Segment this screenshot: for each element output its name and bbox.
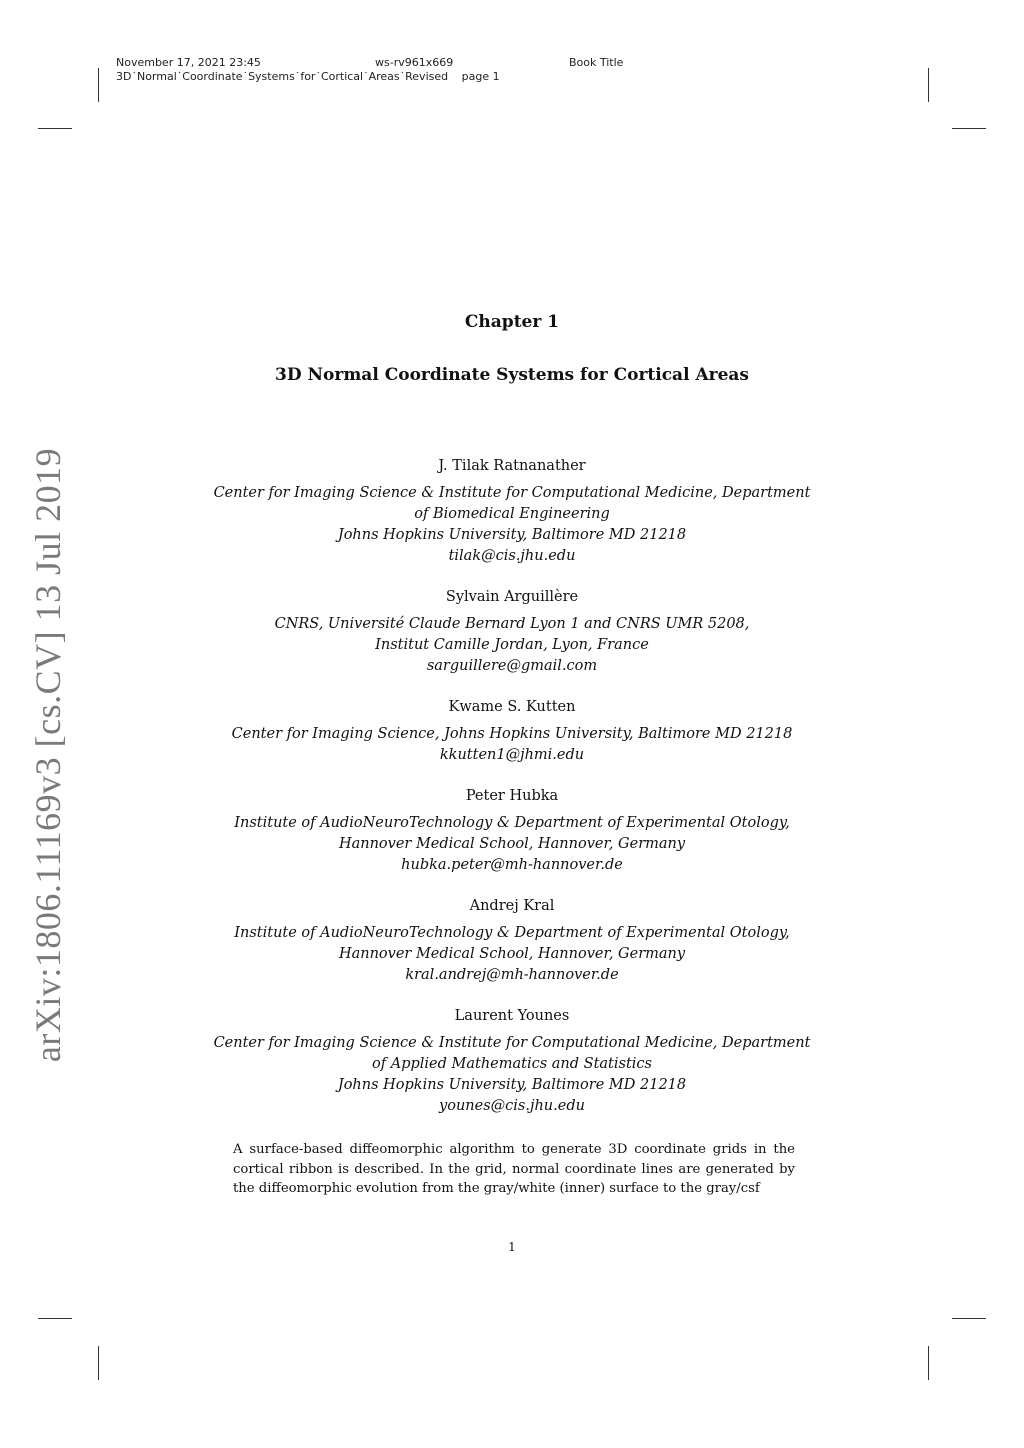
arxiv-stamp: arXiv:1806.11169v3 [cs.CV] 13 Jul 2019 [28, 447, 68, 1063]
author-email: kral.andrej@mh-hannover.de [405, 967, 619, 983]
author-name: Laurent Younes [454, 1008, 570, 1024]
page-number: 1 [508, 1240, 516, 1254]
author-affiliation-line: Center for Imaging Science & Institute for Computational Medicine, Department [213, 485, 811, 501]
crop-mark [98, 1346, 99, 1380]
author-affiliation-line: Hannover Medical School, Hannover, Germany [338, 946, 686, 962]
abstract-text: A surface-based diffeomorphic algorithm to generate 3D coordinate grids in the cortical ribbon is described. In the grid, normal coordinate lines are generated by the diffeomorphic evolution from the gray/white (inner) surface to the gray/csf [233, 1142, 795, 1196]
author-block [160, 456, 864, 567]
author-list [160, 456, 864, 1137]
crop-mark [98, 68, 99, 102]
author-affiliation-line: Institut Camille Jordan, Lyon, France [375, 637, 649, 653]
author-block [160, 1006, 864, 1117]
author-affiliation-line: of Biomedical Engineering [414, 506, 610, 522]
author-name: Kwame S. Kutten [448, 699, 576, 715]
crop-mark [38, 1318, 72, 1319]
author-affiliation-line: Institute of AudioNeuroTechnology & Department of Experimental Otology, [234, 925, 790, 941]
author-email: kkutten1@jhmi.edu [439, 747, 585, 763]
author-affiliation-line: Hannover Medical School, Hannover, Germany [338, 836, 686, 852]
author-email: sarguillere@gmail.com [426, 658, 598, 674]
author-name: J. Tilak Ratnanather [438, 458, 586, 474]
author-affiliation-line: of Applied Mathematics and Statistics [372, 1056, 652, 1072]
author-affiliation-line: Center for Imaging Science & Institute for Computational Medicine, Department [213, 1035, 811, 1051]
header-file-line [116, 70, 500, 83]
author-affiliation-line: Johns Hopkins University, Baltimore MD 21218 [337, 527, 687, 543]
author-affiliation-line: Johns Hopkins University, Baltimore MD 21218 [337, 1077, 687, 1093]
crop-mark [38, 128, 72, 129]
crop-mark [952, 1318, 986, 1319]
author-email: younes@cis.jhu.edu [439, 1098, 585, 1114]
author-name: Sylvain Arguillère [445, 589, 579, 605]
author-name: Andrej Kral [469, 898, 555, 914]
author-name: Peter Hubka [465, 788, 559, 804]
author-affiliation-line: CNRS, Université Claude Bernard Lyon 1 and CNRS UMR 5208, [274, 616, 750, 632]
paper-title: 3D Normal Coordinate Systems for Cortical Areas [275, 365, 749, 385]
header-date: November 17, 2021 23:45 [116, 56, 261, 69]
author-email: tilak@cis.jhu.edu [448, 548, 576, 564]
crop-mark [952, 128, 986, 129]
author-email: hubka.peter@mh-hannover.de [401, 857, 623, 873]
crop-mark [928, 1346, 929, 1380]
header-class: ws-rv961x669 [375, 56, 454, 69]
author-block [160, 786, 864, 876]
author-block [160, 697, 864, 766]
header-file-name: 3D˙Normal˙Coordinate˙Systems˙for˙Cortical˙Areas˙Revised [116, 70, 449, 83]
chapter-label: Chapter 1 [464, 312, 560, 332]
header-book-title: Book Title [569, 56, 624, 69]
author-block [160, 896, 864, 986]
header-page-label: page 1 [461, 70, 500, 83]
author-affiliation-line: Center for Imaging Science, Johns Hopkins University, Baltimore MD 21218 [231, 726, 793, 742]
author-affiliation-line: Institute of AudioNeuroTechnology & Department of Experimental Otology, [234, 815, 790, 831]
author-block [160, 587, 864, 677]
crop-mark [928, 68, 929, 102]
